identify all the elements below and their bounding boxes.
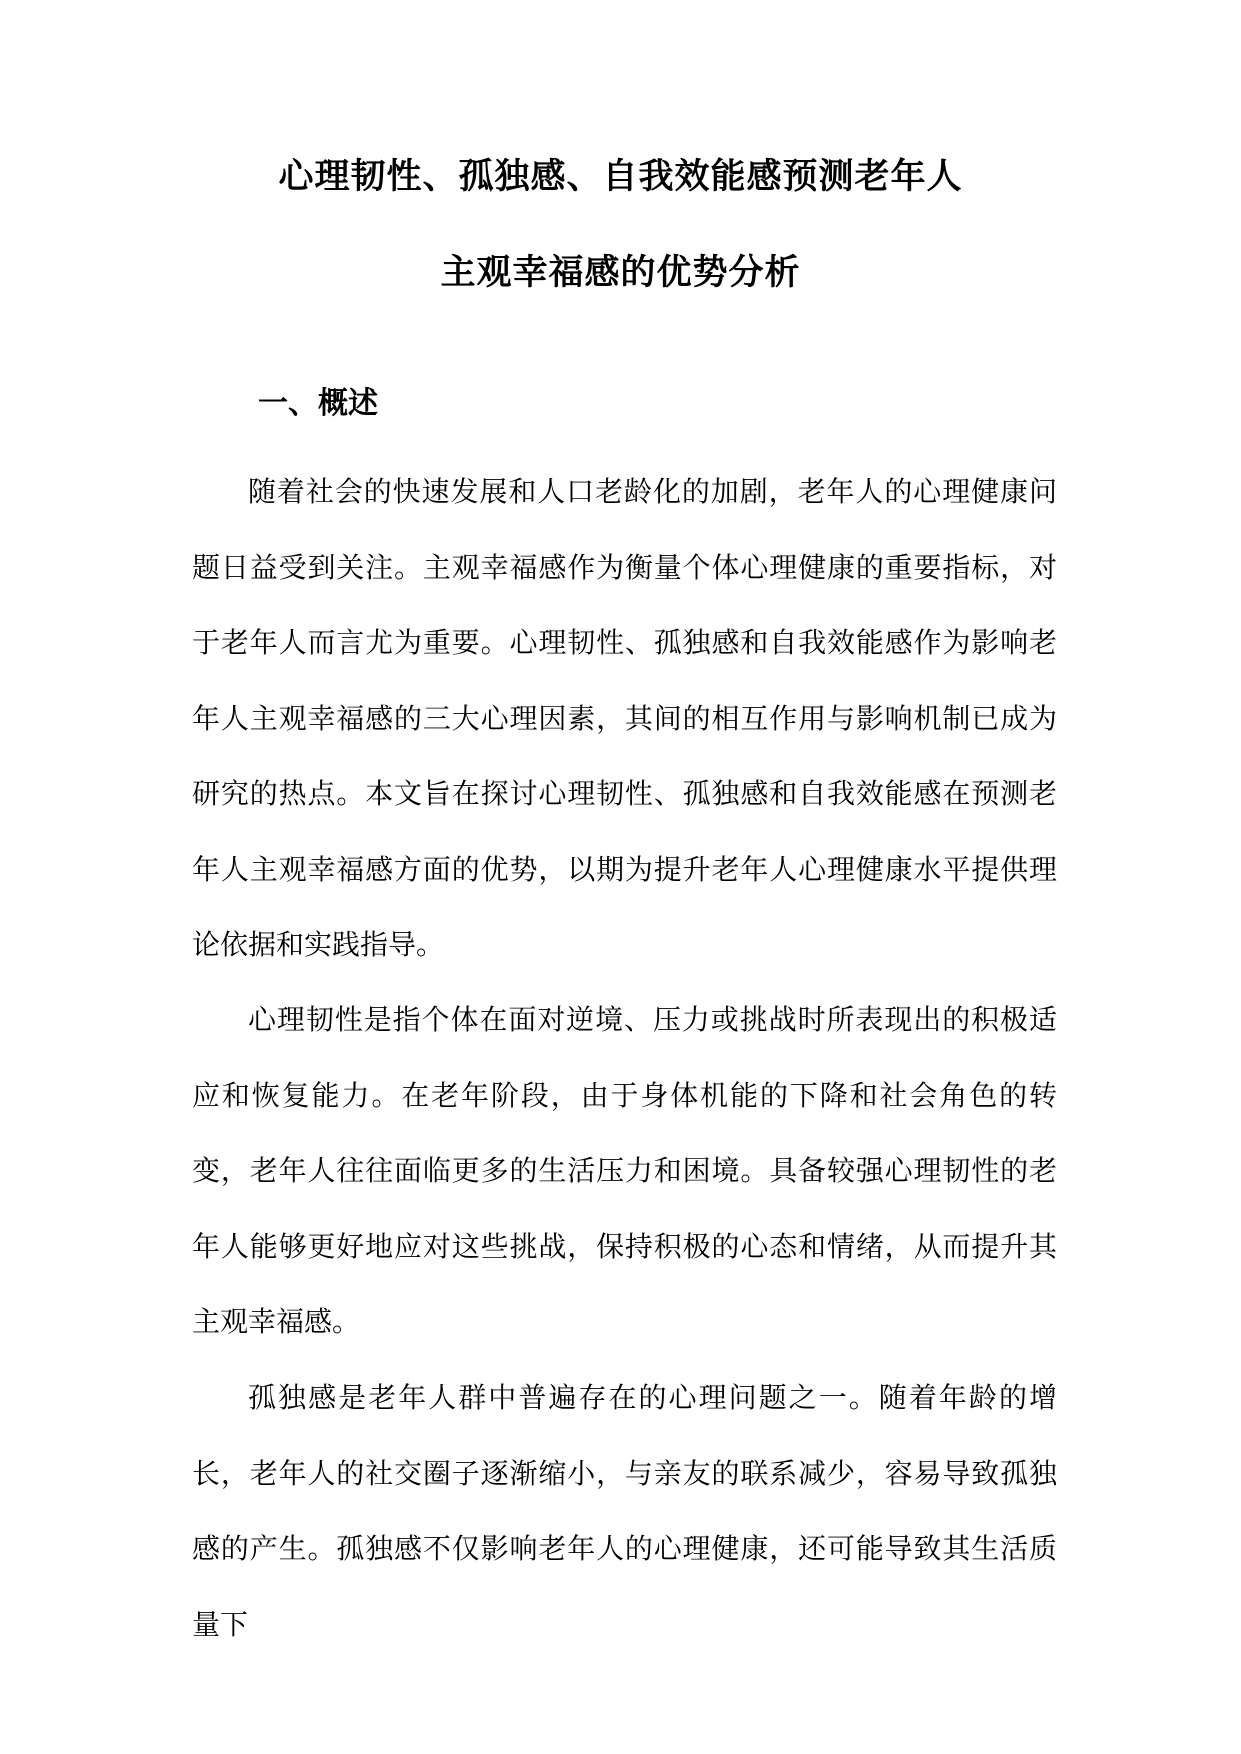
- paragraph-introduction: 随着社会的快速发展和人口老龄化的加剧，老年人的心理健康问题日益受到关注。主观幸福感作为衡量个体心理健康的重要指标，对于老年人而言尤为重要。心理韧性、孤独感和自我效能感作为影响老年人主观幸福感的三大心理因素，其间的相互作用与影响机制已成为研究的热点。本文旨在探讨心理韧性、孤独感和自我效能感在预测老年人主观幸福感方面的优势，以期为提升老年人心理健康水平提供理论依据和实践指导。: [192, 475, 1057, 961]
- paragraph-resilience: 心理韧性是指个体在面对逆境、压力或挑战时所表现出的积极适应和恢复能力。在老年阶段，由于身体机能的下降和社会角色的转变，老年人往往面临更多的生活压力和困境。具备较强心理韧性的老年人能够更好地应对这些挑战，保持积极的心态和情绪，从而提升其主观幸福感。: [192, 1003, 1057, 1338]
- document-title-line-1: 心理韧性、孤独感、自我效能感预测老年人: [278, 157, 963, 197]
- section-heading-overview: 一、概述: [258, 386, 378, 421]
- document-title-line-2: 主观幸福感的优势分析: [440, 253, 801, 293]
- paragraph-loneliness: 孤独感是老年人群中普遍存在的心理问题之一。随着年龄的增长，老年人的社交圈子逐渐缩小，与亲友的联系减少，容易导致孤独感的产生。孤独感不仅影响老年人的心理健康，还可能导致其生活质量下: [192, 1381, 1057, 1641]
